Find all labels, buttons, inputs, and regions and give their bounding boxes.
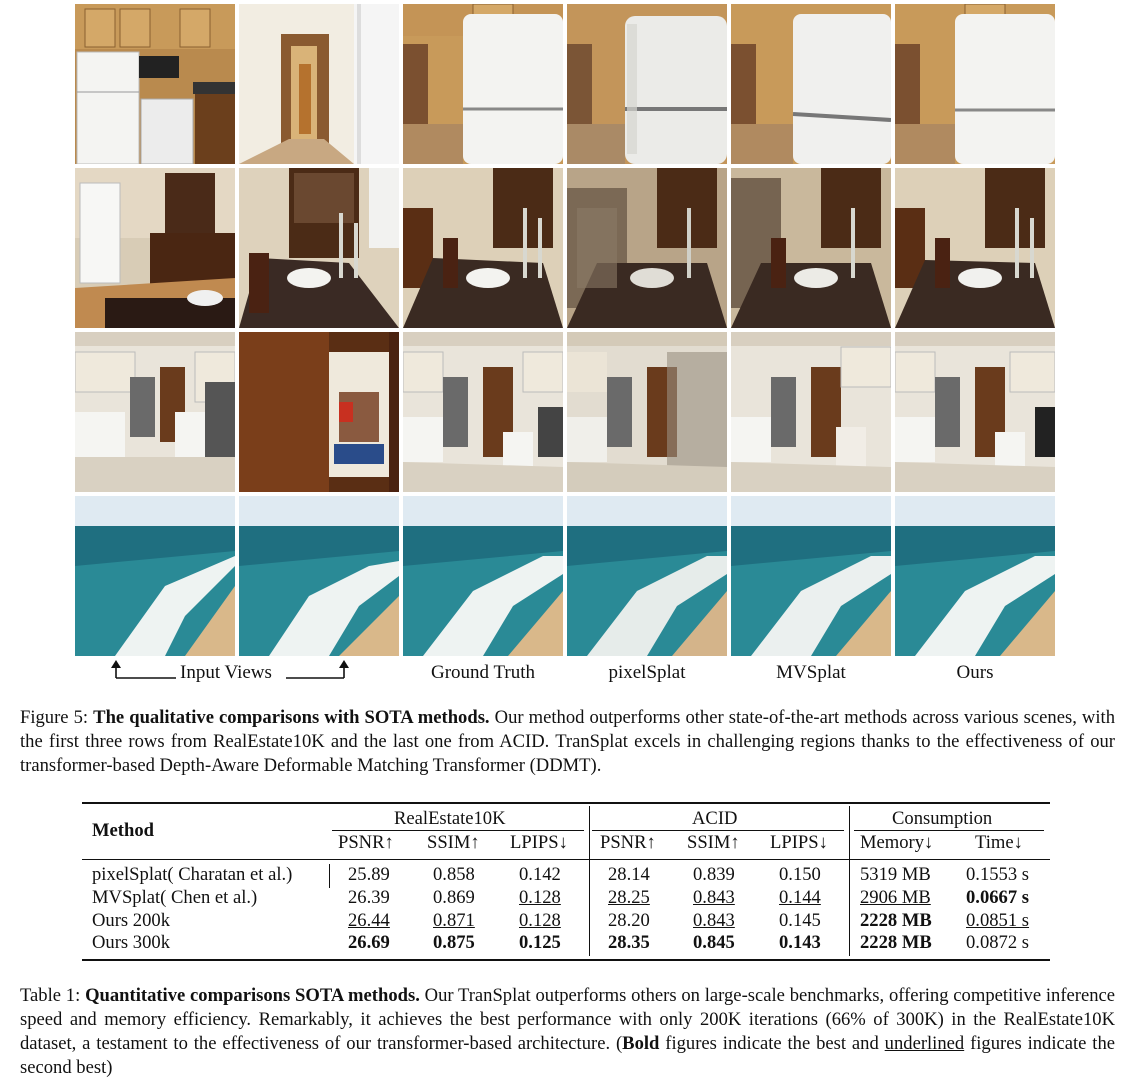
table-caption-mid: figures indicate the best and xyxy=(665,1033,879,1054)
cell-re-psnr: 26.69 xyxy=(348,932,390,953)
row1-ground-truth xyxy=(403,4,563,164)
cell-re-psnr: 26.44 xyxy=(348,910,390,931)
row-method-ours-200k: Ours 200k xyxy=(92,910,170,931)
row3-ground-truth xyxy=(403,332,563,492)
table-caption-text: Our TranSplat outperforms others on large-scale benchmarks, offering competitive inference speed and memory efficiency. Remarkably, it achieves the best performance with only 200K iterations (66% of 300K) in the RealEstate10K dataset, a testament to the effectiveness of our transformer-based architecture. ( xyxy=(20,985,1116,1054)
cell-ac-lpips: 0.150 xyxy=(779,864,821,885)
header-acid-psnr: PSNR↑ xyxy=(600,832,656,853)
header-method: Method xyxy=(92,820,154,841)
header-acid-ssim: SSIM↑ xyxy=(687,832,740,853)
table-bottom-rule xyxy=(82,959,1050,961)
row1-input-view-1 xyxy=(75,4,235,164)
row2-ours xyxy=(895,168,1055,328)
row3-input-view-1 xyxy=(75,332,235,492)
cell-re-lpips: 0.128 xyxy=(519,887,561,908)
header-re10k-psnr: PSNR↑ xyxy=(338,832,394,853)
header-group-re10k: RealEstate10K xyxy=(394,808,506,829)
input-views-label-group xyxy=(108,660,368,688)
cell-ac-lpips: 0.145 xyxy=(779,910,821,931)
figure-column-labels xyxy=(0,660,1135,688)
cell-re-ssim: 0.858 xyxy=(433,864,475,885)
row2-input-view-1 xyxy=(75,168,235,328)
header-group-consumption: Consumption xyxy=(892,808,993,829)
header-memory: Memory↓ xyxy=(860,832,934,853)
comparison-image-grid xyxy=(75,4,1055,652)
cell-re-lpips: 0.125 xyxy=(519,932,561,953)
cell-ac-psnr: 28.25 xyxy=(608,887,650,908)
cell-re-ssim: 0.875 xyxy=(433,932,475,953)
cell-time: 0.0851 s xyxy=(966,910,1030,931)
group-rule-acid xyxy=(592,830,844,831)
cell-time: 0.0667 s xyxy=(966,887,1030,908)
row4-mvsplat xyxy=(731,496,891,656)
cell-re-psnr: 26.39 xyxy=(348,887,390,908)
row2-pixelsplat xyxy=(567,168,727,328)
row-method-pixelsplat: pixelSplat( Charatan et al.) xyxy=(92,864,293,885)
cell-time: 0.0872 s xyxy=(966,932,1030,953)
table-caption-bold-word: Bold xyxy=(622,1033,660,1054)
figure-caption xyxy=(20,706,1115,778)
cell-ac-ssim: 0.839 xyxy=(693,864,735,885)
cell-re-ssim: 0.871 xyxy=(433,910,475,931)
figure-caption-text: Our method outperforms other state-of-the-art methods across various scenes, with the first three rows from RealEstate10K and the last one from ACID. TranSplat excels in challenging regions thanks to the effectiveness of our transformer-based Depth-Aware Deformable Matching Transformer (DDMT). xyxy=(20,707,1115,776)
cell-ac-lpips: 0.144 xyxy=(779,887,821,908)
cell-memory: 2228 MB xyxy=(860,910,932,931)
cell-memory: 2228 MB xyxy=(860,932,932,953)
figure-caption-prefix: Figure 5: xyxy=(20,707,89,728)
table-top-rule xyxy=(82,802,1050,804)
cell-re-lpips: 0.142 xyxy=(519,864,561,885)
mvsplat-label: MVSplat xyxy=(776,662,846,683)
header-acid-lpips: LPIPS↓ xyxy=(770,832,828,853)
figure-caption-bold: The qualitative comparisons with SOTA methods. xyxy=(93,707,490,728)
header-re10k-lpips: LPIPS↓ xyxy=(510,832,568,853)
cell-ac-psnr: 28.20 xyxy=(608,910,650,931)
input-views-label: Input Views xyxy=(180,662,272,683)
cell-time: 0.1553 s xyxy=(966,864,1030,885)
cell-ac-lpips: 0.143 xyxy=(779,932,821,953)
row4-pixelsplat xyxy=(567,496,727,656)
table-caption-end: figures indicate the second best) xyxy=(20,1033,1116,1078)
row1-mvsplat xyxy=(731,4,891,164)
ground-truth-label: Ground Truth xyxy=(431,662,535,683)
row1-pixelsplat xyxy=(567,4,727,164)
vline-method xyxy=(329,864,330,888)
row4-ground-truth xyxy=(403,496,563,656)
group-rule-consumption xyxy=(854,830,1044,831)
cell-ac-ssim: 0.845 xyxy=(693,932,735,953)
table-caption xyxy=(20,984,1115,1080)
cell-memory: 5319 MB xyxy=(860,864,931,885)
header-time: Time↓ xyxy=(975,832,1023,853)
vline-acid xyxy=(849,806,850,956)
table-caption-bold: Quantitative comparisons SOTA methods. xyxy=(85,985,420,1006)
row2-input-view-2 xyxy=(239,168,399,328)
header-group-acid: ACID xyxy=(692,808,738,829)
table-caption-underlined-word: underlined xyxy=(884,1033,965,1054)
vline-re10k xyxy=(589,806,590,956)
cell-ac-psnr: 28.14 xyxy=(608,864,650,885)
table-caption-prefix: Table 1: xyxy=(20,985,81,1006)
row3-ours xyxy=(895,332,1055,492)
cell-ac-ssim: 0.843 xyxy=(693,910,735,931)
ours-label: Ours xyxy=(956,662,994,683)
header-re10k-ssim: SSIM↑ xyxy=(427,832,480,853)
row4-ours xyxy=(895,496,1055,656)
row2-ground-truth xyxy=(403,168,563,328)
row3-pixelsplat xyxy=(567,332,727,492)
row-method-ours-300k: Ours 300k xyxy=(92,932,170,953)
row-method-mvsplat: MVSplat( Chen et al.) xyxy=(92,887,258,908)
pixelsplat-label: pixelSplat xyxy=(608,662,686,683)
row1-input-view-2 xyxy=(239,4,399,164)
row1-ours xyxy=(895,4,1055,164)
row3-mvsplat xyxy=(731,332,891,492)
group-rule-re10k xyxy=(332,830,584,831)
cell-memory: 2906 MB xyxy=(860,887,931,908)
row2-mvsplat xyxy=(731,168,891,328)
cell-re-psnr: 25.89 xyxy=(348,864,390,885)
cell-ac-psnr: 28.35 xyxy=(608,932,650,953)
cell-ac-ssim: 0.843 xyxy=(693,887,735,908)
arrow-up-right-icon xyxy=(284,660,354,688)
arrow-up-left-icon xyxy=(108,660,178,688)
row4-input-view-1 xyxy=(75,496,235,656)
cell-re-ssim: 0.869 xyxy=(433,887,475,908)
row4-input-view-2 xyxy=(239,496,399,656)
table-header-rule xyxy=(82,859,1050,860)
cell-re-lpips: 0.128 xyxy=(519,910,561,931)
row3-input-view-2 xyxy=(239,332,399,492)
